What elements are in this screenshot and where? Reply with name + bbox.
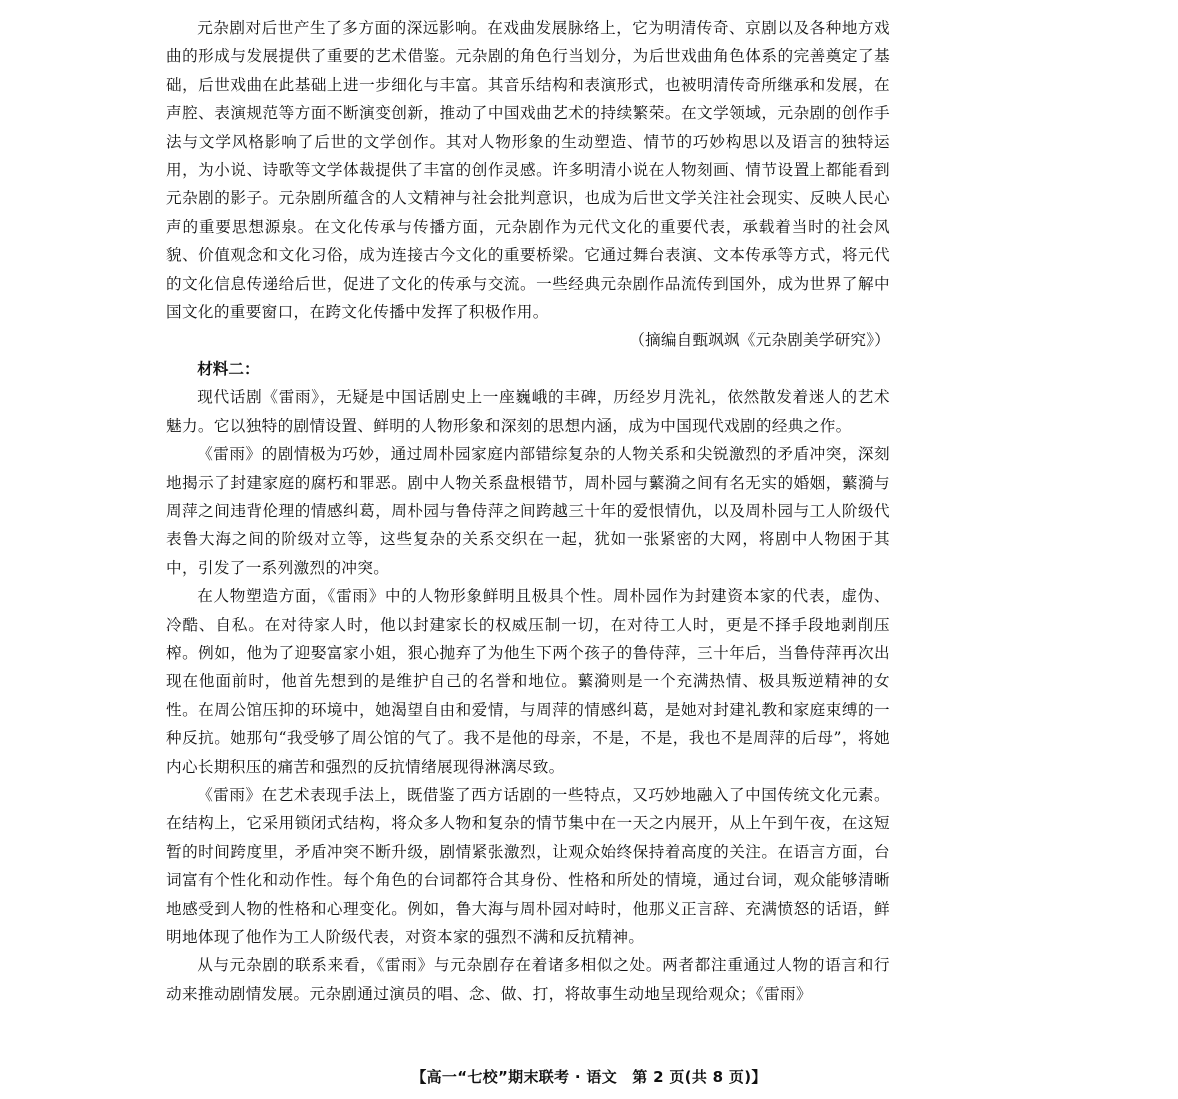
material2-paragraph-2: 《雷雨》的剧情极为巧妙，通过周朴园家庭内部错综复杂的人物关系和尖锐激烈的矛盾冲突，深刻地揭示了封建家庭的腐朽和罪恶。剧中人物关系盘根错节，周朴园与蘩漪之间有名无实的婚姻，蘩漪与周萍之间违背伦理的情感纠葛，周朴园与鲁侍萍之间跨越三十年的爱恨情仇，以及周朴园与工人阶级代表鲁大海之间的阶级对立等，这些复杂的关系交织在一起，犹如一张紧密的大网，将剧中人物困于其中，引发了一系列激烈的冲突。: [166, 445, 890, 577]
material1-source: （摘编自甄飒飒《元杂剧美学研究》）: [629, 331, 890, 350]
material2-paragraph-1: 现代话剧《雷雨》，无疑是中国话剧史上一座巍峨的丰碑，历经岁月洗礼，依然散发着迷人的艺术魅力。它以独特的剧情设置、鲜明的人物形象和深刻的思想内涵，成为中国现代戏剧的经典之作。: [166, 388, 890, 435]
material2-heading: 材料二：: [197, 359, 260, 378]
material1-paragraph: 元杂剧对后世产生了多方面的深远影响。在戏曲发展脉络上，它为明清传奇、京剧以及各种地方戏曲的形成与发展提供了重要的艺术借鉴。元杂剧的角色行当划分，为后世戏曲角色体系的完善奠定了基础，后世戏曲在此基础上进一步细化与丰富。其音乐结构和表演形式，也被明清传奇所继承和发展，在声腔、表演规范等方面不断演变创新，推动了中国戏曲艺术的持续繁荣。在文学领域，元杂剧的创作手法与文学风格影响了后世的文学创作。其对人物形象的生动塑造、情节的巧妙构思以及语言的独特运用，为小说、诗歌等文学体裁提供了丰富的创作灵感。许多明清小说在人物刻画、情节设置上都能看到元杂剧的影子。元杂剧所蕴含的人文精神与社会批判意识，也成为后世文学关注社会现实、反映人民心声的重要思想源泉。在文化传承与传播方面，元杂剧作为元代文化的重要代表，承载着当时的社会风貌、价值观念和文化习俗，成为连接古今文化的重要桥梁。它通过舞台表演、文本传承等方式，将元代的文化信息传递给后世，促进了文化的传承与交流。一些经典元杂剧作品流传到国外，成为世界了解中国文化的重要窗口，在跨文化传播中发挥了积极作用。: [166, 19, 890, 322]
material2-paragraph-5: 从与元杂剧的联系来看，《雷雨》与元杂剧存在着诸多相似之处。两者都注重通过人物的语言和行动来推动剧情发展。元杂剧通过演员的唱、念、做、打，将故事生动地呈现给观众；《雷雨》: [166, 956, 890, 1003]
material2-paragraph-4: 《雷雨》在艺术表现手法上，既借鉴了西方话剧的一些特点，又巧妙地融入了中国传统文化元素。在结构上，它采用锁闭式结构，将众多人物和复杂的情节集中在一天之内展开，从上午到午夜，在这短暂的时间跨度里，矛盾冲突不断升级，剧情紧张激烈，让观众始终保持着高度的关注。在语言方面，台词富有个性化和动作性。每个角色的台词都符合其身份、性格和所处的情境，通过台词，观众能够清晰地感受到人物的性格和心理变化。例如，鲁大海与周朴园对峙时，他那义正言辞、充满愤怒的话语，鲜明地体现了他作为工人阶级代表，对资本家的强烈不满和反抗精神。: [166, 785, 890, 946]
material2-paragraph-3: 在人物塑造方面，《雷雨》中的人物形象鲜明且极具个性。周朴园作为封建资本家的代表，虚伪、冷酷、自私。在对待家人时，他以封建家长的权威压制一切，在对待工人时，更是不择手段地剥削压榨。例如，他为了迎娶富家小姐，狠心抛弃了为他生下两个孩子的鲁侍萍，三十年后，当鲁侍萍再次出现在他面前时，他首先想到的是维护自己的名誉和地位。蘩漪则是一个充满热情、极具叛逆精神的女性。在周公馆压抑的环境中，她渴望自由和爱情，与周萍的情感纠葛，是她对封建礼教和家庭束缚的一种反抗。她那句“我受够了周公馆的气了。我不是他的母亲，不是，不是，我也不是周萍的后母”，将她内心长期积压的痛苦和强烈的反抗情绪展现得淋漓尽致。: [166, 587, 890, 776]
document-page: [166, 14, 890, 1054]
page-footer: 【高一“七校”期末联考 · 语文 第 2 页(共 8 页)】: [411, 1068, 767, 1086]
